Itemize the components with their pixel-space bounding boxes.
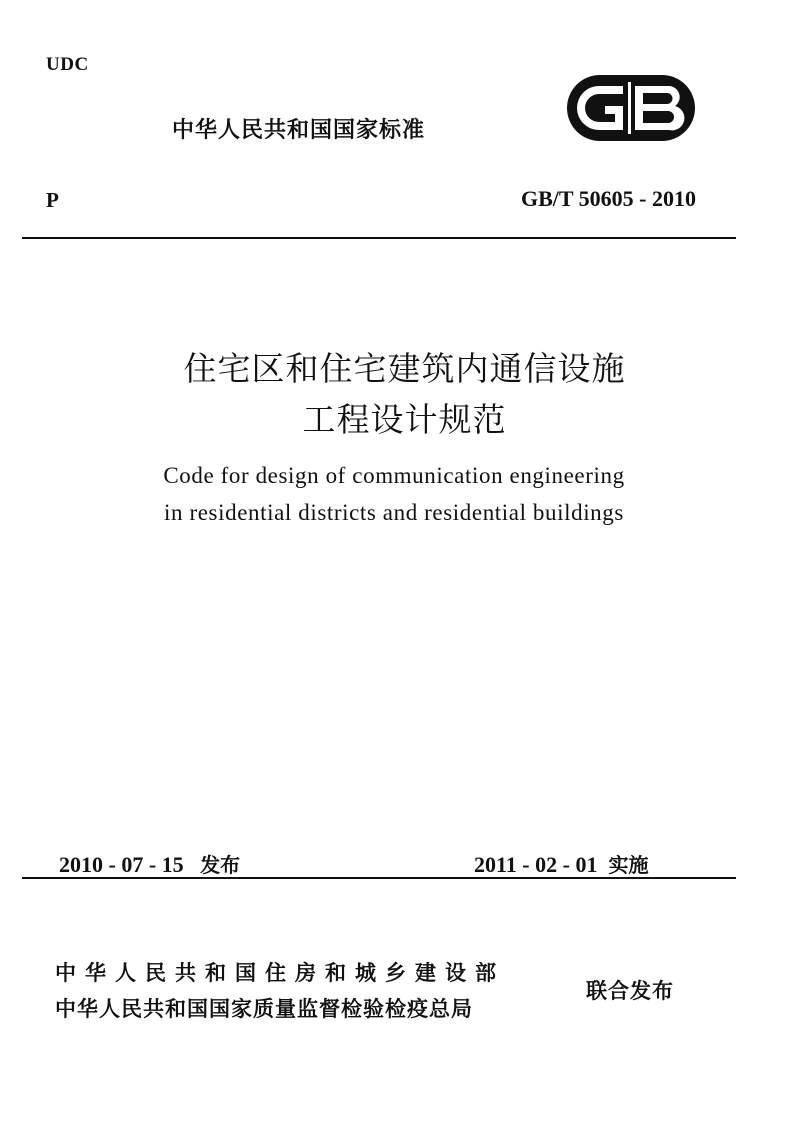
title-english-line1: Code for design of communication engineering	[163, 463, 625, 488]
title-english-line2: in residential districts and residential buildings	[164, 500, 624, 525]
implement-date-block	[463, 823, 648, 878]
issue-label: 发布	[200, 853, 241, 877]
title-chinese-line2: 工程设计规范	[302, 400, 507, 439]
title-chinese-line1: 住宅区和住宅建筑内通信设施	[183, 349, 626, 388]
udc-label: UDC	[46, 54, 89, 75]
joint-issue-label: 联合发布	[586, 979, 674, 1003]
issue-date: 2010 - 07 - 15	[59, 852, 184, 877]
classification-code: P	[46, 188, 59, 212]
standard-type: 中华人民共和国国家标准	[172, 118, 426, 143]
issue-date-block	[48, 823, 240, 878]
bottom-divider	[22, 877, 736, 879]
implement-label: 实施	[608, 853, 649, 877]
issuer-aqsiq: 中华人民共和国国家质量监督检验检疫总局	[55, 997, 473, 1021]
top-divider	[22, 237, 736, 239]
gb-logo-icon	[565, 72, 697, 144]
standard-number: GB/T 50605 - 2010	[520, 186, 696, 211]
implement-date: 2011 - 02 - 01	[474, 852, 598, 877]
issuer-ministry-housing: 中华人民共和国住房和城乡建设部	[55, 961, 505, 985]
